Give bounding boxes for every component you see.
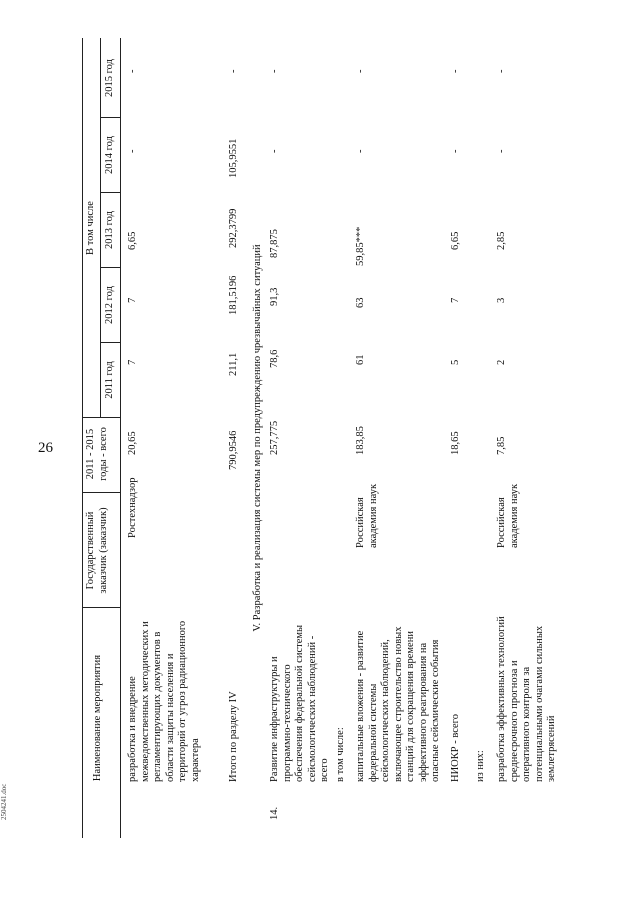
- row-ofthem-label: из них:: [475, 750, 486, 782]
- header-year-2011: 2011 год: [104, 361, 115, 399]
- row-capex-2015: -: [355, 69, 366, 73]
- header-divider-5: [100, 267, 120, 268]
- row14-number: 14.: [269, 806, 280, 820]
- row0-name: разработка и внедрение межведомственных методических и регламентирующих документов в области защиты населения и территорий от угроз радиационного характера: [127, 620, 201, 782]
- row14-2012: 91,3: [269, 287, 280, 306]
- row1-2011: 211,1: [228, 352, 239, 376]
- row-forecast-2013: 2,85: [496, 231, 507, 250]
- section-title: V. Разработка и реализация системы мер по предупреждению чрезвычайных ситуаций: [252, 244, 263, 632]
- row-capex-2013: 59,85***: [355, 226, 366, 266]
- row1-2014: 105,9551: [228, 138, 239, 178]
- row-niokr-2015: -: [450, 69, 461, 73]
- header-year-2012: 2012 год: [104, 286, 115, 324]
- header-divider-1: [82, 607, 120, 608]
- row-forecast-name: разработка эффективных технологий среднесрочного прогноза и оперативного контроля за потенциальными очагами сильных землетрясений: [496, 616, 557, 782]
- row14-2014: -: [269, 149, 280, 153]
- table-top-rule: [82, 38, 83, 838]
- row14-2013: 87,875: [269, 229, 280, 258]
- row-niokr-total: 18,65: [450, 431, 461, 455]
- row14-2011: 78,6: [269, 349, 280, 368]
- row1-name: Итого по разделу IV: [228, 691, 239, 782]
- row-capex-2011: 61: [355, 354, 366, 365]
- header-year-2015: 2015 год: [104, 59, 115, 97]
- row1-2013: 292,3799: [228, 208, 239, 248]
- row-capex-name: капитальные вложения - развитие федеральной системы сейсмологических наблюдений, включающее строительство новых станций для сокращения времени эффективного реагирования на опасные сейсмические события: [355, 626, 441, 782]
- row0-customer: Ростехнадзор: [127, 477, 138, 538]
- row-forecast-2015: -: [496, 69, 507, 73]
- row0-2014: -: [127, 149, 138, 153]
- row-niokr-2013: 6,65: [450, 231, 461, 250]
- header-divider-3: [82, 417, 120, 418]
- footer-file-id: 2504241.doc: [0, 783, 8, 820]
- row-capex-2014: -: [355, 149, 366, 153]
- header-name: Наименование мероприятия: [92, 654, 103, 782]
- header-total: 2011 - 2015 годы - всего: [85, 427, 109, 481]
- header-divider-7: [100, 117, 120, 118]
- row-forecast-customer: Российская академия наук: [496, 483, 520, 548]
- row14-2015: -: [269, 69, 280, 73]
- table-rotated: [82, 38, 640, 838]
- row0-2015: -: [127, 69, 138, 73]
- row1-2015: -: [228, 69, 239, 73]
- row0-total: 20,65: [127, 431, 138, 455]
- header-bottom-rule: [120, 38, 121, 838]
- row14-total: 257,775: [269, 420, 280, 455]
- row-niokr-2011: 5: [450, 359, 461, 365]
- row-capex-2012: 63: [355, 297, 366, 308]
- header-divider-4: [100, 342, 120, 343]
- row0-2012: 7: [127, 297, 138, 303]
- header-year-2013: 2013 год: [104, 211, 115, 249]
- header-customer: Государственный заказчик (заказчик): [85, 507, 109, 594]
- row-forecast-total: 7,85: [496, 436, 507, 455]
- header-inner-rule: [100, 38, 101, 418]
- row1-total: 790,9546: [228, 430, 239, 470]
- page-number: 26: [38, 440, 53, 456]
- row-forecast-2012: 3: [496, 297, 507, 303]
- row-capex-customer: Российская академия наук: [355, 483, 379, 548]
- row-forecast-2011: 2: [496, 359, 507, 365]
- header-incl: В том числе: [85, 201, 96, 255]
- header-divider-2: [82, 492, 120, 493]
- row-niokr-2014: -: [450, 149, 461, 153]
- row-forecast-2014: -: [496, 149, 507, 153]
- header-divider-6: [100, 192, 120, 193]
- row0-2013: 6,65: [127, 231, 138, 250]
- row-capex-total: 183,85: [355, 426, 366, 455]
- row-niokr-name: НИОКР - всего: [450, 714, 461, 782]
- row-niokr-2012: 7: [450, 297, 461, 303]
- row1-2012: 181,5196: [228, 275, 239, 315]
- row-incl-label: в том числе:: [335, 727, 346, 782]
- row0-2011: 7: [127, 359, 138, 365]
- row14-name: Развитие инфраструктуры и программно-технического обеспечения федеральной системы сейсмологических наблюдений - всего: [269, 624, 330, 782]
- header-year-2014: 2014 год: [104, 136, 115, 174]
